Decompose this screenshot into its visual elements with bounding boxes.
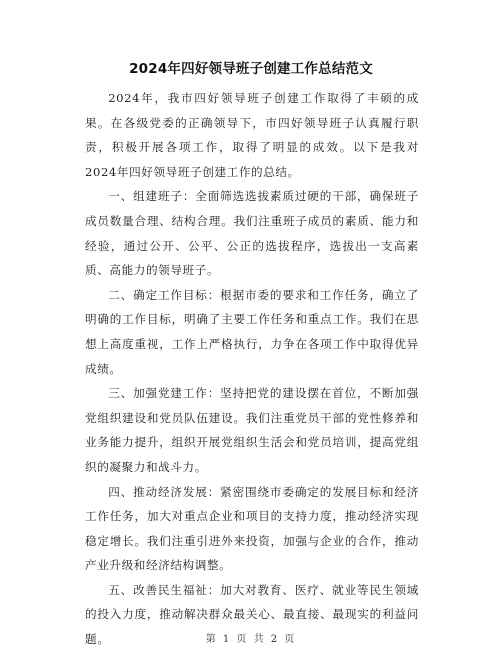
paragraph-build-team: 一、组建班子：全面筛选选拔素质过硬的干部，确保班子成员数量合理、结构合理。我们注重班子成员的素质、能力和经验，通过公开、公平、公正的选拔程序，选拔出一支高素质、高能力的领导班子。: [85, 189, 419, 278]
paragraph-livelihood: 五、改善民生福祉：加大对教育、医疗、就业等民生领域的投入力度，推动解决群众最关心、最直接、最现实的利益问题。: [85, 582, 419, 647]
paragraph-economic-development: 四、推动经济发展：紧密围绕市委确定的发展目标和经济工作任务，加大对重点企业和项目的支持力度，推动经济实现稳定增长。我们注重引进外来投资，加强与企业的合作，推动产业升级和经济结构调整。: [85, 484, 419, 573]
document-title: 2024年四好领导班子创建工作总结范文: [129, 61, 373, 77]
document-body: [85, 86, 419, 652]
paragraph-work-goals: 二、确定工作目标：根据市委的要求和工作任务，确立了明确的工作目标，明确了主要工作任务和重点工作。我们在思想上高度重视，工作上严格执行，力争在各项工作中取得优异成绩。: [85, 287, 419, 376]
paragraph-intro: 2024年，我市四好领导班子创建工作取得了丰硕的成果。在各级党委的正确领导下，市四好领导班子认真履行职责，积极开展各项工作，取得了明显的成效。以下是我对2024年四好领导班子创建工作的总结。: [85, 91, 419, 179]
page-number-footer: 第 1 页 共 2 页: [205, 634, 297, 645]
paragraph-party-building: 三、加强党建工作：坚持把党的建设摆在首位，不断加强党组织建设和党员队伍建设。我们注重党员干部的党性修养和业务能力提升，组织开展党组织生活会和党员培训，提高党组织的凝聚力和战斗力。: [85, 386, 419, 474]
